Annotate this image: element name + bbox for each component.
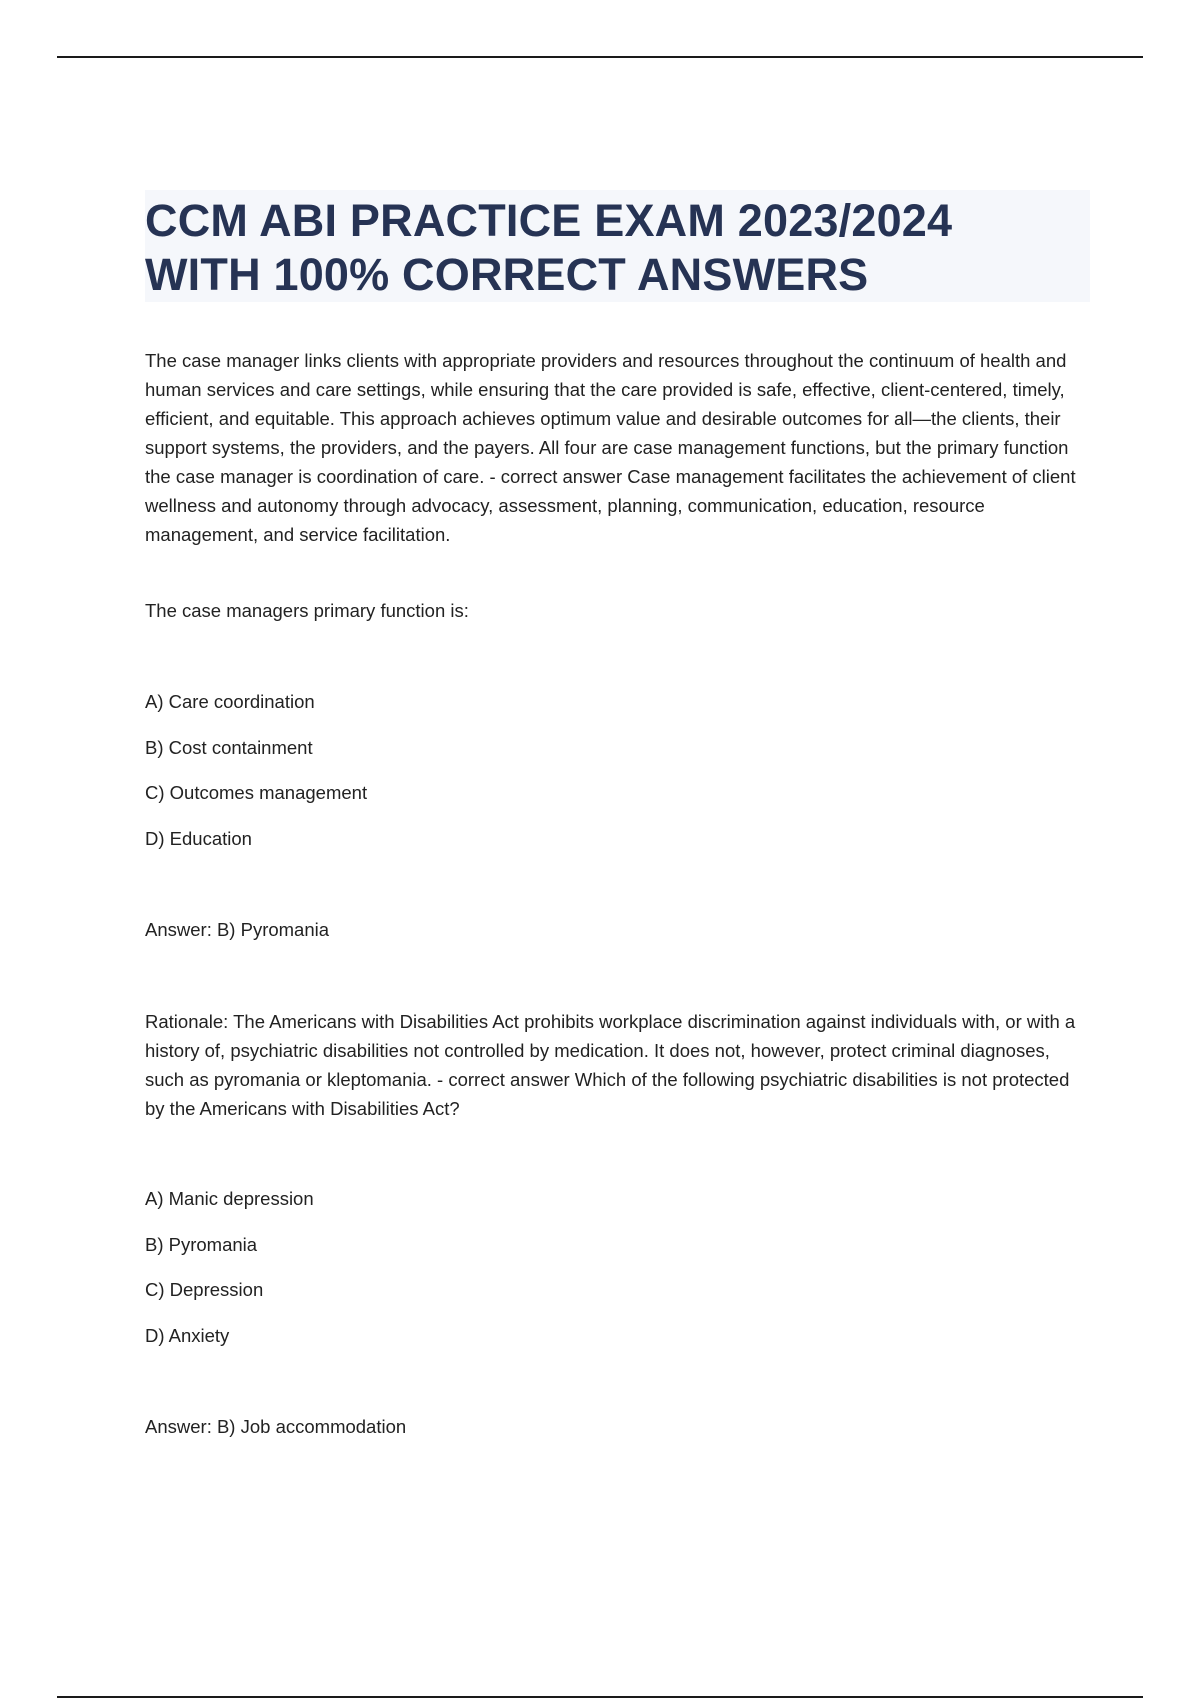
title-line-1: CCM ABI PRACTICE EXAM 2023/2024: [145, 195, 953, 246]
top-rule: [57, 56, 1143, 58]
question-1-option-c: C) Outcomes management: [145, 782, 368, 803]
question-1-option-b: B) Cost containment: [145, 737, 313, 758]
question-1-stem: The case managers primary function is:: [145, 600, 469, 621]
question-1-answer: Answer: B) Pyromania: [145, 919, 330, 940]
paragraph-rationale: Rationale: The Americans with Disabilities Act prohibits workplace discrimination against individuals with, or with a history of, psychiatric disabilities not controlled by medication. It does not, however, protect criminal diagnoses, such as pyromania or kleptomania. - correct answer Which of the following psychiatric disabilities is not protected by the Americans with Disabilities Act?: [145, 1011, 1076, 1119]
question-2-option-c: C) Depression: [145, 1279, 264, 1300]
document-title: [145, 194, 1090, 302]
paragraph-case-management: The case manager links clients with appropriate providers and resources throughout the continuum of health and human services and care settings, while ensuring that the care provided is safe, effective, client-centered, timely, efficient, and equitable. This approach achieves optimum value and desirable outcomes for all—the clients, their support systems, the providers, and the payers. All four are case management functions, but the primary function the case manager is coordination of care. - correct answer Case management facilitates the achievement of client wellness and autonomy through advocacy, assessment, planning, communication, education, resource management, and service facilitation.: [145, 350, 1076, 545]
title-line-2: WITH 100% CORRECT ANSWERS: [145, 249, 869, 300]
question-2-option-a: A) Manic depression: [145, 1188, 314, 1209]
question-1-option-a: A) Care coordination: [145, 691, 315, 712]
question-1-option-d: D) Education: [145, 828, 252, 849]
title-banner: [145, 190, 1090, 302]
question-2-option-d: D) Anxiety: [145, 1325, 230, 1346]
bottom-rule: [57, 1696, 1143, 1698]
question-2-answer: Answer: B) Job accommodation: [145, 1416, 407, 1437]
question-2-option-b: B) Pyromania: [145, 1234, 258, 1255]
